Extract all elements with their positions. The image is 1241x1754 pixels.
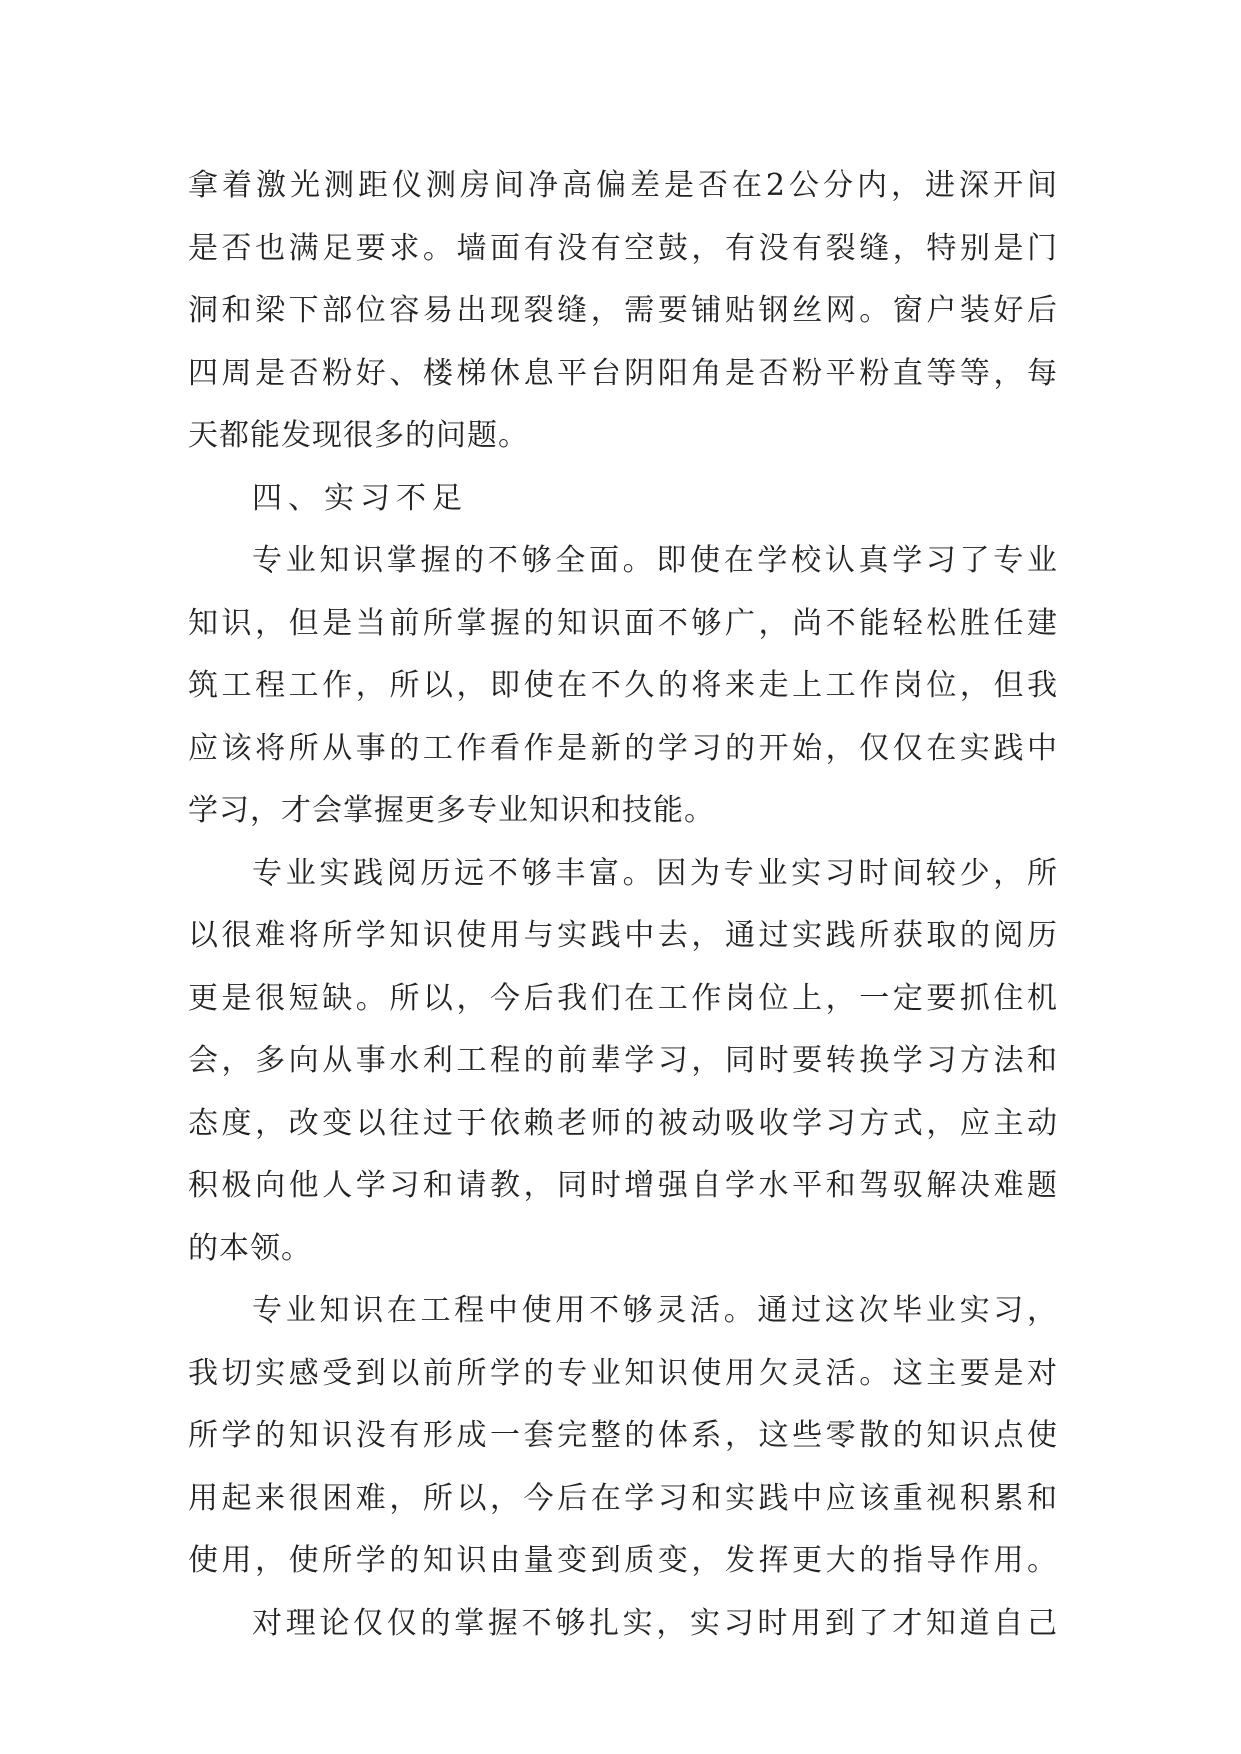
- text-line: 专业实践阅历远不够丰富。因为专业实习时间较少，所: [252, 855, 1058, 891]
- text-line: 是否也满足要求。墙面有没有空鼓，有没有裂缝，特别是门: [188, 230, 1058, 266]
- text-line: 会，多向从事水利工程的前辈学习，同时要转换学习方法和: [188, 1043, 1058, 1078]
- section-heading: 四、实习不足: [252, 480, 468, 516]
- text-line: 以很难将所学知识使用与实践中去，通过实践所获取的阅历: [188, 918, 1058, 953]
- document-body: [188, 155, 1058, 1655]
- text-line: 对理论仅仅的掌握不够扎实，实习时用到了才知道自己: [252, 1605, 1058, 1641]
- text-line: 我切实感受到以前所学的专业知识使用欠灵活。这主要是对: [188, 1355, 1058, 1391]
- text-line: 用起来很困难，所以，今后在学习和实践中应该重视积累和: [188, 1480, 1058, 1516]
- text-line: 所学的知识没有形成一套完整的体系，这些零散的知识点使: [188, 1418, 1058, 1453]
- text-line: 四周是否粉好、楼梯休息平台阴阳角是否粉平粉直等等，每: [188, 355, 1058, 391]
- text-line: 积极向他人学习和请教，同时增强自学水平和驾驭解决难题: [188, 1168, 1058, 1203]
- text-line: 态度，改变以往过于依赖老师的被动吸收学习方式，应主动: [188, 1105, 1058, 1141]
- text-line: 使用，使所学的知识由量变到质变，发挥更大的指导作用。: [188, 1543, 1058, 1578]
- text-line: 洞和梁下部位容易出现裂缝，需要铺贴钢丝网。窗户装好后: [188, 293, 1058, 328]
- text-line: 应该将所从事的工作看作是新的学习的开始，仅仅在实践中: [188, 730, 1058, 766]
- text-line: 筑工程工作，所以，即使在不久的将来走上工作岗位，但我: [188, 668, 1058, 703]
- text-line: 专业知识在工程中使用不够灵活。通过这次毕业实习，: [252, 1293, 1058, 1328]
- text-line: 拿着激光测距仪测房间净高偏差是否在2公分内，进深开间: [188, 168, 1058, 203]
- text-line: 知识，但是当前所掌握的知识面不够广，尚不能轻松胜任建: [188, 605, 1058, 641]
- text-line: 的本领。: [188, 1230, 312, 1266]
- text-line: 学习，才会掌握更多专业知识和技能。: [188, 793, 715, 828]
- text-line: 天都能发现很多的问题。: [188, 418, 529, 453]
- text-line: 更是很短缺。所以，今后我们在工作岗位上，一定要抓住机: [188, 980, 1058, 1016]
- text-line: 专业知识掌握的不够全面。即使在学校认真学习了专业: [252, 543, 1058, 578]
